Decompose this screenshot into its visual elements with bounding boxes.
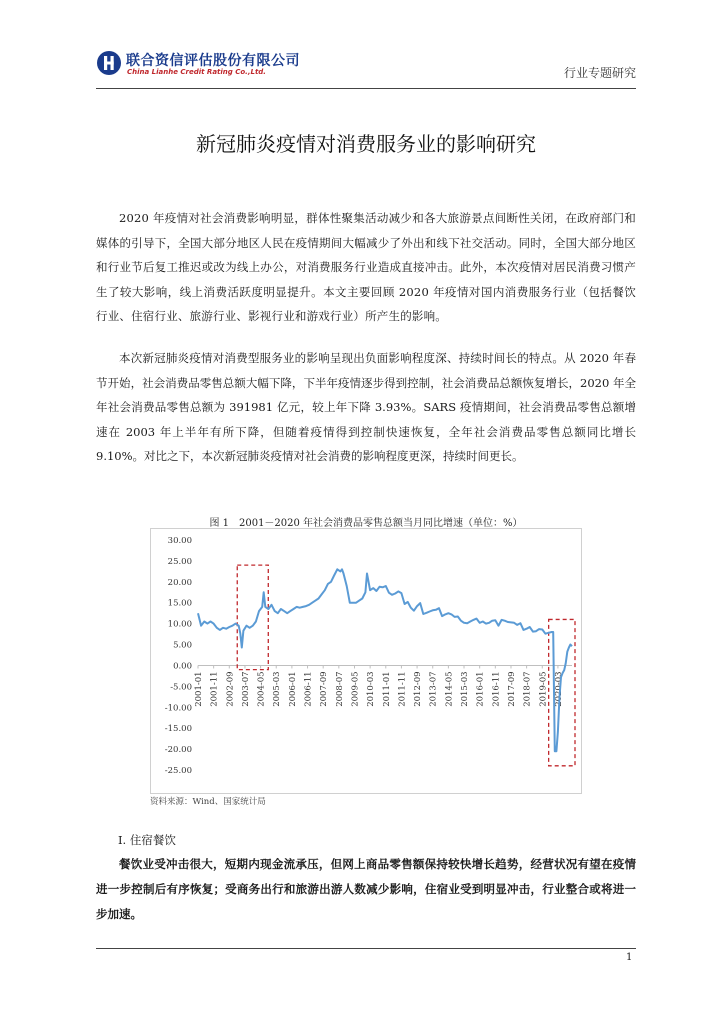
report-type-label: 行业专题研究 bbox=[563, 66, 636, 80]
x-tick-label: 2014-05 bbox=[444, 671, 455, 707]
company-logo-icon bbox=[96, 50, 122, 76]
y-tick-label: 5.00 bbox=[173, 640, 192, 651]
y-tick-label: 30.00 bbox=[167, 536, 192, 546]
x-tick-label: 2006-01 bbox=[287, 671, 298, 707]
x-tick-label: 2012-09 bbox=[413, 671, 424, 707]
y-tick-label: 10.00 bbox=[167, 619, 192, 630]
x-tick-label: 2011-11 bbox=[397, 671, 408, 707]
x-tick-label: 2002-09 bbox=[225, 671, 236, 707]
x-tick-label: 2004-05 bbox=[256, 671, 267, 707]
x-tick-label: 2018-07 bbox=[522, 671, 533, 707]
y-tick-label: -20.00 bbox=[164, 745, 192, 756]
x-tick-label: 2005-03 bbox=[272, 671, 283, 707]
x-tick-label: 2015-03 bbox=[460, 671, 471, 707]
x-tick-label: 2016-01 bbox=[475, 671, 486, 707]
x-tick-label: 2013-07 bbox=[428, 671, 439, 707]
footer-divider bbox=[96, 948, 636, 949]
x-tick-label: 2001-01 bbox=[194, 671, 204, 707]
page-header bbox=[96, 44, 636, 92]
x-tick-label: 2011-01 bbox=[381, 671, 392, 707]
company-name-en: China Lianhe Credit Rating Co.,Ltd. bbox=[127, 68, 266, 76]
y-tick-label: 20.00 bbox=[167, 577, 192, 588]
y-tick-label: 0.00 bbox=[173, 661, 192, 672]
y-tick-label: -5.00 bbox=[170, 682, 192, 693]
y-tick-label: 15.00 bbox=[167, 598, 192, 609]
x-tick-label: 2003-07 bbox=[240, 671, 251, 707]
impact-paragraph: 本次新冠肺炎疫情对消费型服务业的影响呈现出负面影响程度深、持续时间长的特点。从 2020 年春节开始，社会消费品零售总额大幅下降，下半年疫情逐步得到控制，社会消费品总额恢复增长，2020 年全年社会消费品零售总额为 391981 亿元，较上年下降 3.93%。SARS 疫情期间，社会消费品零售总额增速在 2003 年上半年有所下降，但随着疫情得到控制快速恢复，全年社会消费品零售总额同比增长 9.10%。对比之下，本次新冠肺炎疫情对社会消费的影响程度更深，持续时间更长。 bbox=[96, 351, 636, 463]
y-tick-label: -15.00 bbox=[164, 724, 192, 735]
x-tick-label: 2009-05 bbox=[350, 671, 361, 707]
figure-source: 资料来源：Wind、国家统计局 bbox=[150, 797, 266, 807]
company-name-cn: 联合资信评估股份有限公司 bbox=[126, 53, 300, 69]
x-tick-label: 2007-09 bbox=[319, 671, 330, 707]
figure-caption: 图 1 2001－2020 年社会消费品零售总额当月同比增速（单位：%） bbox=[209, 518, 523, 529]
x-tick-label: 2019-05 bbox=[538, 671, 549, 707]
x-tick-label: 2010-03 bbox=[366, 671, 377, 707]
x-tick-label: 2017-09 bbox=[506, 671, 517, 707]
section-heading: I. 住宿餐饮 bbox=[118, 833, 176, 847]
x-tick-label: 2016-11 bbox=[491, 671, 502, 707]
document-title: 新冠肺炎疫情对消费服务业的影响研究 bbox=[196, 132, 536, 156]
x-tick-label: 2020-03 bbox=[553, 671, 564, 707]
x-tick-label: 2008-07 bbox=[334, 671, 345, 707]
retail-growth-line-chart bbox=[150, 528, 582, 794]
section-summary: 餐饮业受冲击很大，短期内现金流承压，但网上商品零售额保持较快增长趋势，经营状况有望在疫情进一步控制后有序恢复；受商务出行和旅游出游人数减少影响，住宿业受到明显冲击，行业整合或将进一步加速。 bbox=[96, 857, 636, 921]
page-number: 1 bbox=[626, 952, 633, 963]
chart-frame bbox=[151, 529, 582, 794]
x-tick-label: 2006-11 bbox=[303, 671, 314, 707]
y-tick-label: -10.00 bbox=[164, 703, 192, 714]
header-divider bbox=[96, 88, 636, 89]
y-tick-label: 25.00 bbox=[167, 556, 192, 567]
y-tick-label: -25.00 bbox=[164, 766, 192, 776]
x-tick-label: 2001-11 bbox=[209, 671, 220, 707]
intro-paragraph: 2020 年疫情对社会消费影响明显，群体性聚集活动减少和各大旅游景点间断性关闭，在政府部门和媒体的引导下，全国大部分地区人民在疫情期间大幅减少了外出和线下社交活动。同时，全国大部分地区和行业节后复工推迟或改为线上办公，对消费服务行业造成直接冲击。此外，本次疫情对居民消费习惯产生了较大影响，线上消费活跃度明显提升。本文主要回顾 2020 年疫情对国内消费服务行业（包括餐饮行业、住宿行业、旅游行业、影视行业和游戏行业）所产生的影响。 bbox=[96, 211, 636, 323]
